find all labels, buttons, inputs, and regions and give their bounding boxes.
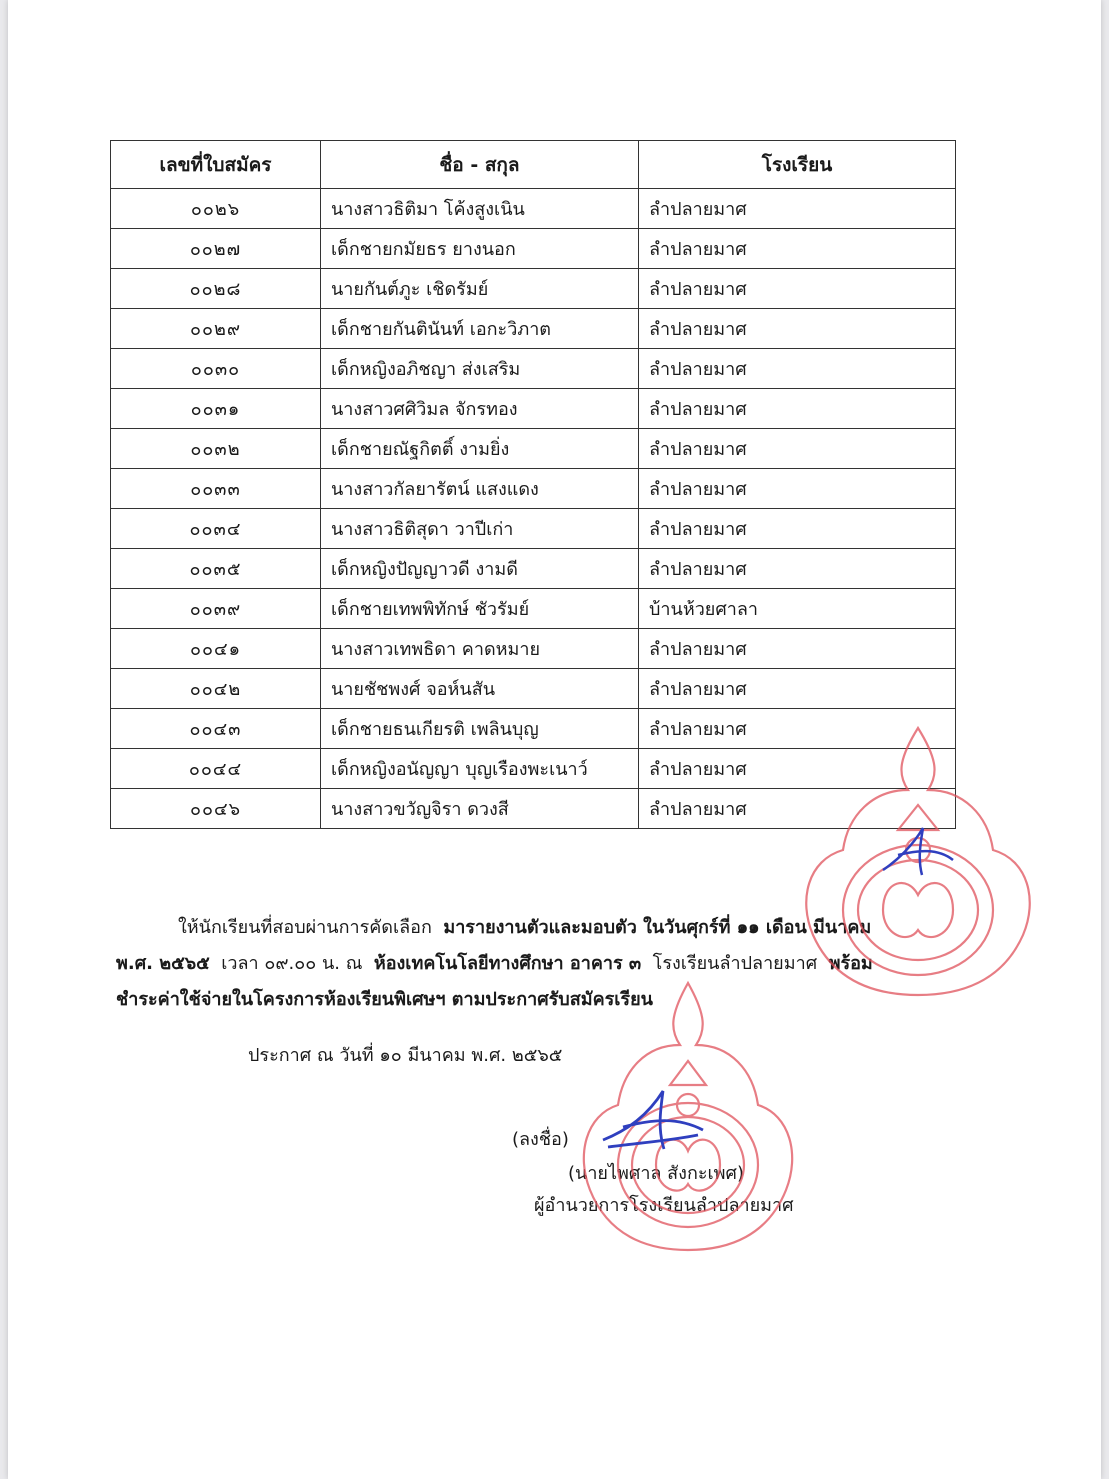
school-cell: ลำปลายมาศ (639, 789, 956, 829)
applicant-table (110, 140, 956, 829)
application-number-cell: ๐๐๔๔ (111, 749, 321, 789)
school-cell: ลำปลายมาศ (639, 669, 956, 709)
application-number-cell: ๐๐๓๙ (111, 589, 321, 629)
table-row (111, 229, 956, 269)
full-name-cell: เด็กหญิงอภิชญา ส่งเสริม (321, 349, 639, 389)
application-number-cell: ๐๐๒๖ (111, 189, 321, 229)
application-number-cell: ๐๐๓๓ (111, 469, 321, 509)
table-row (111, 629, 956, 669)
table-row (111, 269, 956, 309)
table-row (111, 349, 956, 389)
full-name-cell: เด็กชายกมัยธร ยางนอก (321, 229, 639, 269)
header-school: โรงเรียน (639, 141, 956, 189)
school-cell: ลำปลายมาศ (639, 349, 956, 389)
full-name-cell: เด็กชายเทพพิทักษ์ ชัวรัมย์ (321, 589, 639, 629)
application-number-cell: ๐๐๒๗ (111, 229, 321, 269)
notice-date-text: มารายงานตัวและมอบตัว ในวันศุกร์ที่ ๑๑ เดือน มีนาคม (443, 917, 872, 938)
school-cell: บ้านห้วยศาลา (639, 589, 956, 629)
full-name-cell: เด็กชายธนเกียรติ เพลินบุญ (321, 709, 639, 749)
application-number-cell: ๐๐๔๓ (111, 709, 321, 749)
full-name-cell: เด็กหญิงอนัญญา บุญเรืองพะเนาว์ (321, 749, 639, 789)
table-row (111, 309, 956, 349)
notice-room: ห้องเทคโนโลยีทางศึกษา อาคาร ๓ (373, 953, 642, 974)
full-name-cell: นางสาวกัลยารัตน์ แสงแดง (321, 469, 639, 509)
school-cell: ลำปลายมาศ (639, 709, 956, 749)
application-number-cell: ๐๐๔๖ (111, 789, 321, 829)
full-name-cell: นางสาวเทพธิดา คาดหมาย (321, 629, 639, 669)
signer-title: ผู้อำนวยการโรงเรียนลำปลายมาศ (534, 1195, 794, 1216)
handwritten-signature-2 (598, 1085, 708, 1155)
table-row (111, 789, 956, 829)
handwritten-signature (878, 820, 958, 880)
table-row (111, 509, 956, 549)
document-page (8, 0, 1101, 1479)
school-cell: ลำปลายมาศ (639, 509, 956, 549)
table-row (111, 389, 956, 429)
full-name-cell: นางสาวธิติมา โค้งสูงเนิน (321, 189, 639, 229)
school-cell: ลำปลายมาศ (639, 389, 956, 429)
official-seal-stamp-2 (568, 975, 808, 1265)
application-number-cell: ๐๐๓๒ (111, 429, 321, 469)
application-number-cell: ๐๐๒๘ (111, 269, 321, 309)
application-number-cell: ๐๐๓๔ (111, 509, 321, 549)
header-application-no: เลขที่ใบสมัคร (111, 141, 321, 189)
table-row (111, 429, 956, 469)
school-cell: ลำปลายมาศ (639, 229, 956, 269)
table-row (111, 749, 956, 789)
application-number-cell: ๐๐๒๙ (111, 309, 321, 349)
notice-payment: ชำระค่าใช้จ่ายในโครงการห้องเรียนพิเศษฯ ตามประกาศรับสมัครเรียน (116, 989, 653, 1010)
school-cell: ลำปลายมาศ (639, 629, 956, 669)
application-number-cell: ๐๐๔๑ (111, 629, 321, 669)
school-cell: ลำปลายมาศ (639, 469, 956, 509)
school-cell: ลำปลายมาศ (639, 549, 956, 589)
school-cell: ลำปลายมาศ (639, 269, 956, 309)
notice-paragraph (116, 910, 956, 1018)
signature-label: (ลงชื่อ) (512, 1129, 569, 1150)
table-row (111, 189, 956, 229)
school-cell: ลำปลายมาศ (639, 429, 956, 469)
header-full-name: ชื่อ - สกุล (321, 141, 639, 189)
school-cell: ลำปลายมาศ (639, 309, 956, 349)
table-row (111, 589, 956, 629)
notice-time: เวลา ๐๙.๐๐ น. ณ (221, 953, 363, 974)
full-name-cell: นายชัชพงศ์ จอห์นสัน (321, 669, 639, 709)
table-row (111, 469, 956, 509)
application-number-cell: ๐๐๓๐ (111, 349, 321, 389)
application-number-cell: ๐๐๔๒ (111, 669, 321, 709)
table-row (111, 669, 956, 709)
notice-text: ให้นักเรียนที่สอบผ่านการคัดเลือก (178, 917, 432, 938)
full-name-cell: เด็กหญิงปัญญาวดี งามดี (321, 549, 639, 589)
table-row (111, 549, 956, 589)
table-row (111, 709, 956, 749)
notice-school: โรงเรียนลำปลายมาศ (652, 953, 818, 974)
school-cell: ลำปลายมาศ (639, 749, 956, 789)
full-name-cell: นางสาวขวัญจิรา ดวงสี (321, 789, 639, 829)
full-name-cell: นางสาวศศิวิมล จักรทอง (321, 389, 639, 429)
full-name-cell: เด็กชายกันตินันท์ เอกะวิภาต (321, 309, 639, 349)
full-name-cell: เด็กชายณัฐกิตติ์ งามยิ่ง (321, 429, 639, 469)
table-header-row (111, 141, 956, 189)
signer-name: (นายไพศาล สังกะเพศ) (568, 1163, 744, 1184)
full-name-cell: นางสาวธิติสุดา วาปีเก่า (321, 509, 639, 549)
school-cell: ลำปลายมาศ (639, 189, 956, 229)
notice-with: พร้อม (828, 953, 873, 974)
notice-year: พ.ศ. ๒๕๖๕ (116, 953, 210, 974)
application-number-cell: ๐๐๓๑ (111, 389, 321, 429)
announcement-date: ประกาศ ณ วันที่ ๑๐ มีนาคม พ.ศ. ๒๕๖๕ (248, 1045, 563, 1066)
full-name-cell: นายกันต์ภูะ เชิดรัมย์ (321, 269, 639, 309)
application-number-cell: ๐๐๓๕ (111, 549, 321, 589)
